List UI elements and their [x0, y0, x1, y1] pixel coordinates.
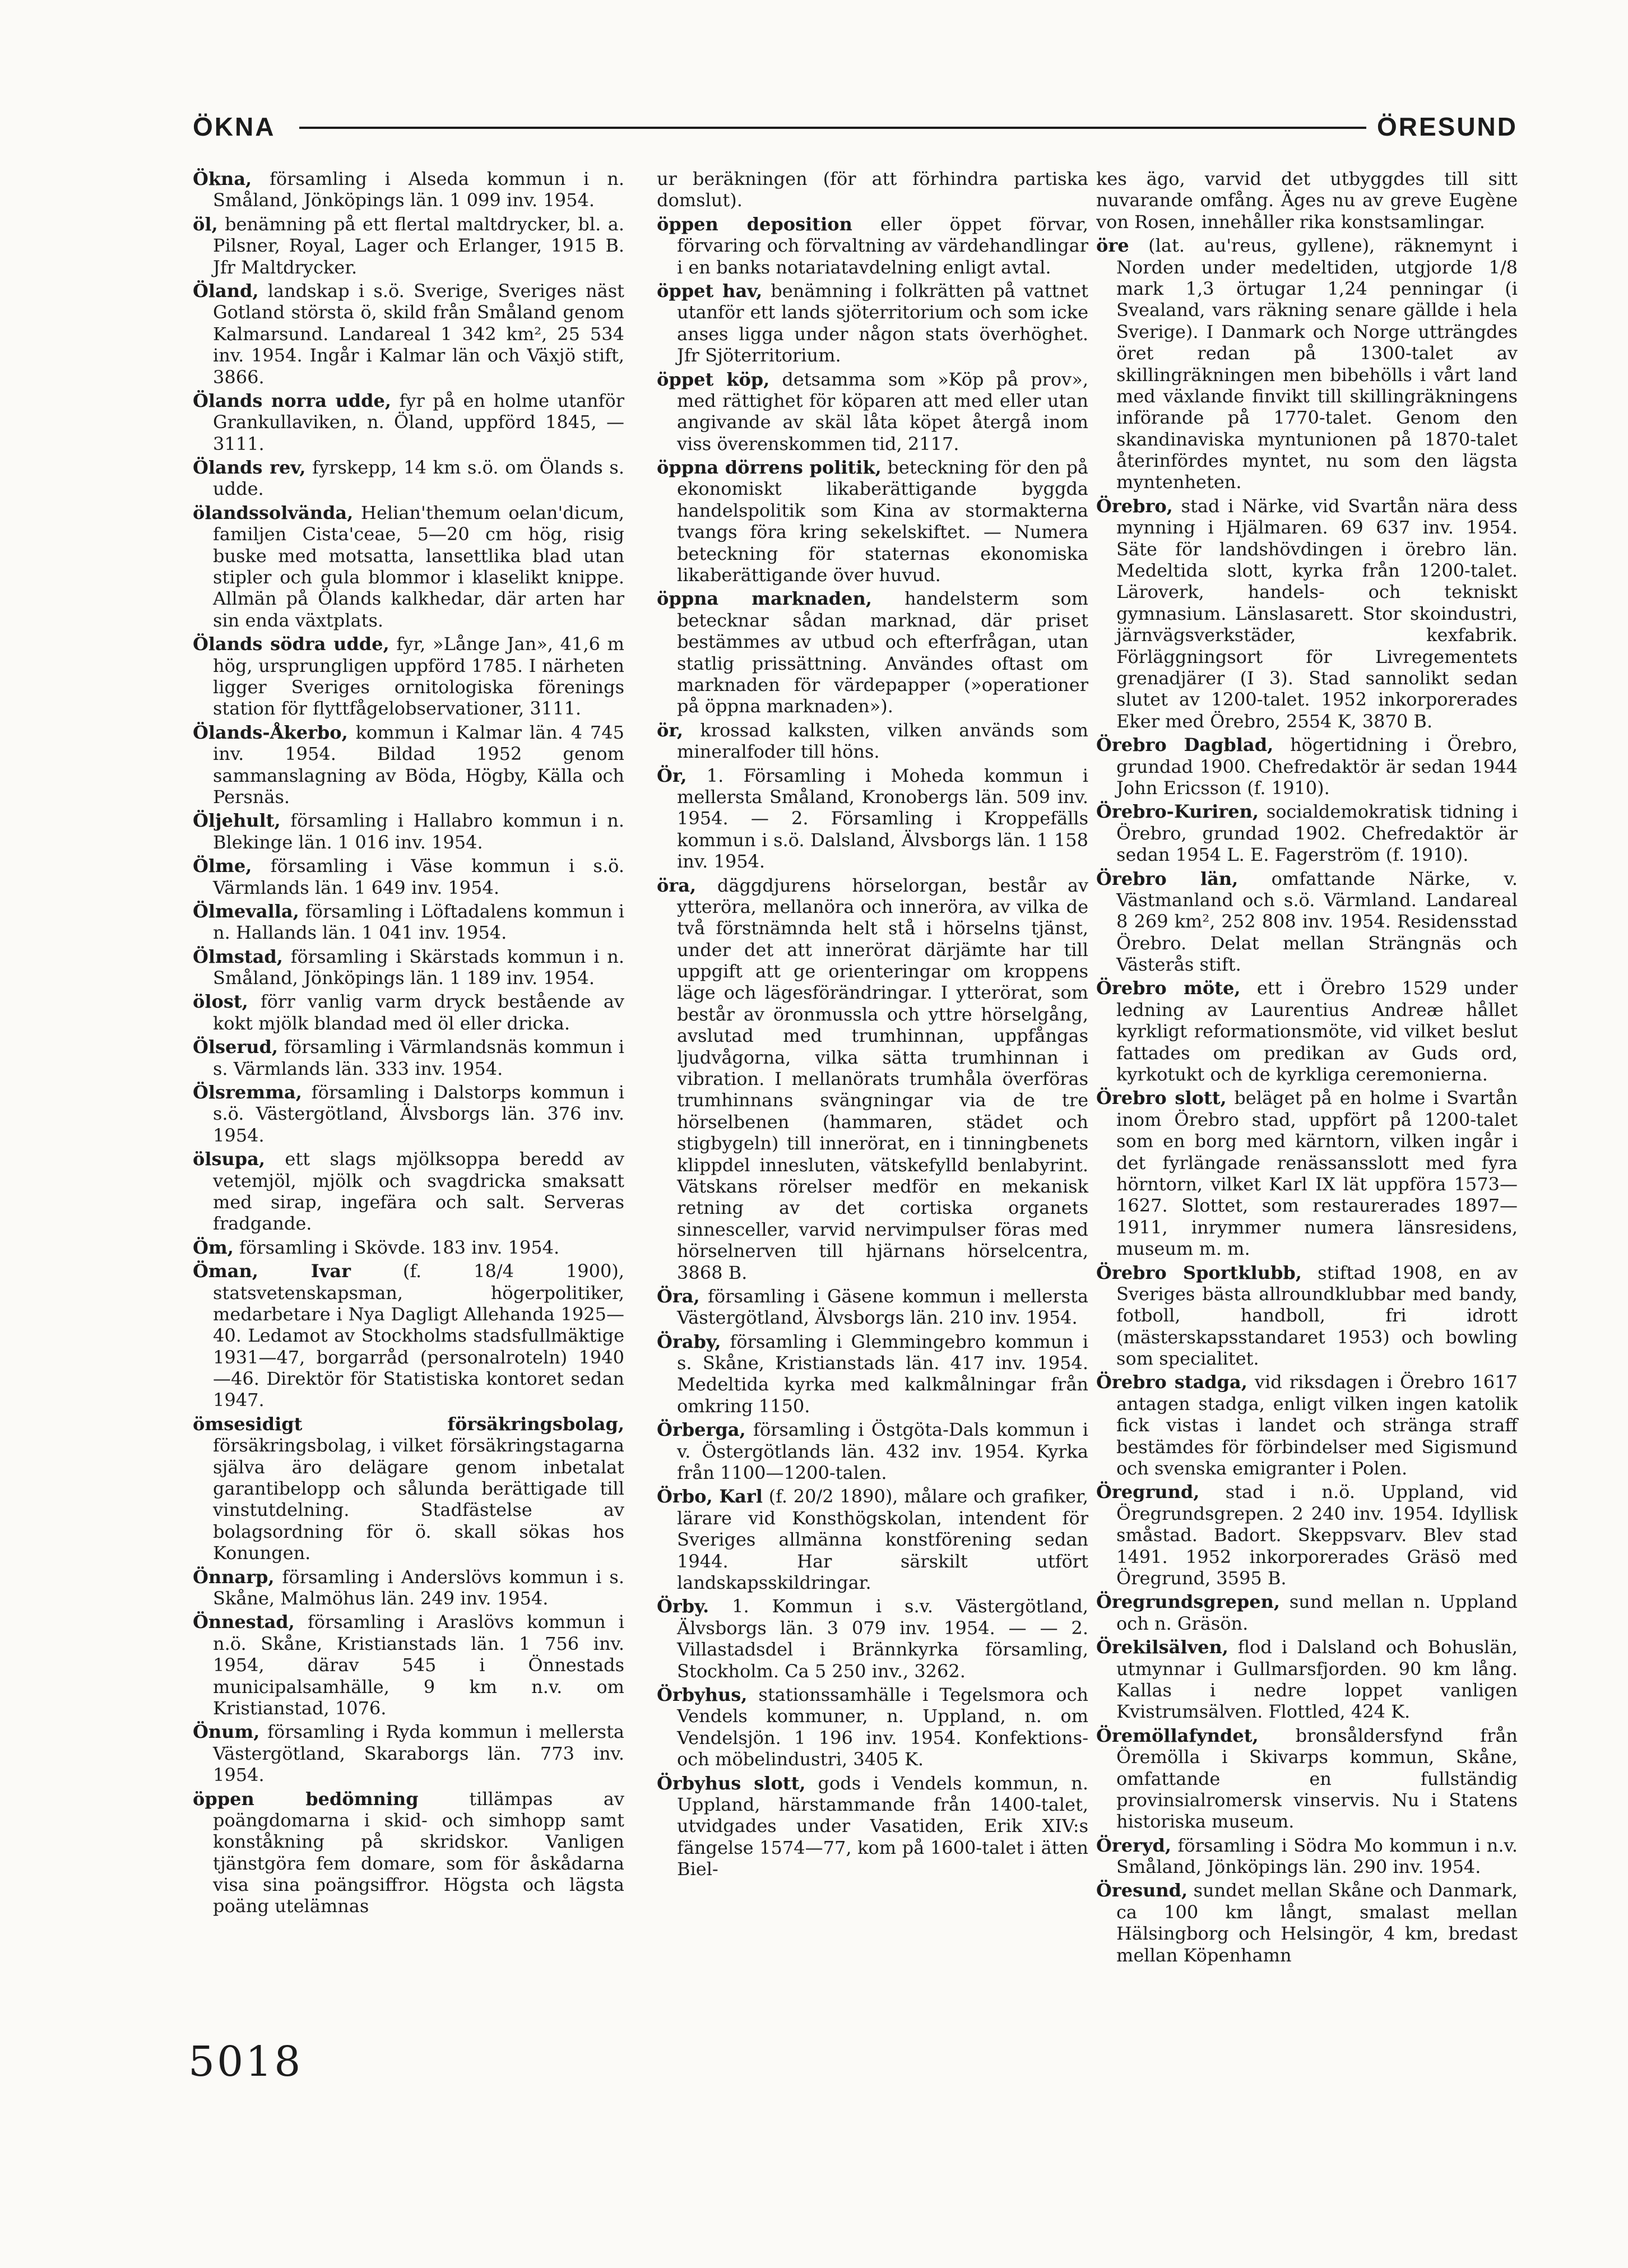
entry-text: kommun i Kalmar län. 4 745 inv. 1954. Bildad 1952 genom sammanslagning av Böda, Högby, Källa och Persnäs.: [213, 721, 624, 808]
entry-text: församling i Löftadalens kommun i n. Hallands län. 1 041 inv. 1954.: [213, 900, 624, 944]
entry-headword: Önnarp,: [193, 1566, 275, 1588]
entry-text: församling i Hallabro kommun i n. Blekinge län. 1 016 inv. 1954.: [213, 810, 624, 853]
entry-text: högertidning i Örebro, grundad 1900. Chefredaktör är sedan 1944 John Ericsson (f. 1910).: [1116, 734, 1518, 799]
entry-text: (f. 18/4 1900), statsvetenskapsman, högerpolitiker, medarbetare i Nya Dagligt Allehanda 1925—40. Ledamot av Stockholms stadsfullmäktige 1931—47, borgarråd (personalroteln) 1940—46. Direktör för Statistiska kontoret sedan 1947.: [213, 1260, 624, 1411]
entry-text: församling i Glemmingebro kommun i s. Skåne, Kristianstads län. 417 inv. 1954. Medeltida kyrka med kalkmålningar från omkring 1150.: [677, 1330, 1088, 1417]
entry-text: 1. Församling i Moheda kommun i mellersta Småland, Kronobergs län. 509 inv. 1954. — 2. Församling i Kroppefälls kommun i s.ö. Dalsland, Älvsborgs län. 1 158 inv. 1954.: [677, 764, 1088, 873]
dictionary-entry: [657, 765, 1088, 873]
entry-text: omfattande Närke, v. Västmanland och s.ö. Värmland. Landareal 8 269 km², 252 808 inv. 1954. Residensstad Örebro. Delat mellan Strängnäs och Västerås stift.: [1116, 868, 1518, 976]
entry-text: eller öppet förvar, förvaring och förvaltning av värdehandlingar i en banks notariatavdelning enligt avtal.: [677, 213, 1089, 278]
entry-headword: öppen deposition: [657, 213, 852, 235]
dictionary-entry: [1096, 235, 1518, 493]
entry-text: Helian'themum oelan'dicum, familjen Cista'ceae, 5—20 cm hög, risig buske med motsatta, lansettlika blad utan stipler och gula blommor i klaselikt knippe. Allmän på Ölands kalkhedar, där arten har sin enda växtplats.: [213, 502, 624, 631]
entry-headword: Örbo, Karl: [657, 1486, 763, 1508]
dictionary-entry: [657, 1486, 1088, 1593]
entry-text: församling i Väse kommun i s.ö. Värmlands län. 1 649 inv. 1954.: [213, 855, 624, 898]
entry-headword: Ör,: [657, 764, 687, 786]
entry-text: församling i Alseda kommun i n. Småland, Jönköpings län. 1 099 inv. 1954.: [213, 168, 624, 211]
entry-text: ett slags mjölksoppa beredd av vetemjöl, mjölk och svagdricka smaksatt med sirap, ingefära och salt. Serveras fradgande.: [213, 1148, 624, 1235]
dictionary-entry: [1096, 1835, 1518, 1878]
dictionary-entry: [193, 1566, 624, 1610]
entry-headword: Ölands rev,: [193, 457, 306, 479]
dictionary-entry: [657, 1773, 1088, 1880]
entry-headword: Öremöllafyndet,: [1096, 1724, 1259, 1746]
entry-text: 1. Kommun i s.v. Västergötland, Älvsborgs län. 3 079 inv. 1954. — — 2. Villastadsdel i Brännkyrka församling, Stockholm. Ca 5 250 inv., 3262.: [677, 1596, 1088, 1682]
entry-headword: Öra,: [657, 1285, 700, 1307]
dictionary-entry: [1096, 868, 1518, 976]
dictionary-entry: [1096, 1880, 1518, 1966]
entry-headword: Örebro Sportklubb,: [1096, 1261, 1302, 1283]
dictionary-entry: [193, 502, 624, 631]
entry-text: fyrskepp, 14 km s.ö. om Ölands s. udde.: [213, 457, 625, 500]
dictionary-entry: [657, 168, 1088, 211]
entry-text: tillämpas av poängdomarna i skid- och simhopp samt konståkning på skridskor. Vanligen tjänstgöra fem domare, som för åskådarna visa sina poängsiffror. Högsta och lägsta poäng utelämnas: [213, 1788, 625, 1917]
dictionary-entry: [193, 1788, 624, 1917]
entry-text: krossad kalksten, vilken används som mineralfoder till höns.: [677, 719, 1088, 763]
dictionary-entry: [657, 1331, 1088, 1417]
header-rule: [299, 127, 1366, 129]
entry-text: stiftad 1908, en av Sveriges bästa allroundklubbar med bandy, fotboll, handboll, fri idrott (mästerskapsstandaret 1953) och bowling som specialitet.: [1116, 1261, 1518, 1370]
dictionary-entry: [1096, 1087, 1518, 1259]
dictionary-entry: [1096, 1481, 1518, 1589]
entry-headword: Örebro stadga,: [1096, 1371, 1247, 1393]
dictionary-entry: [193, 722, 624, 808]
dictionary-entry: [1096, 168, 1518, 233]
entry-text: stad i Närke, vid Svartån nära dess mynning i Hjälmaren. 69 637 inv. 1954. Säte för landshövdingen i örebro län. Medeltida slott, kyrka från 1200-talet. Läroverk, handels- och tekniskt gymnasium. Länslasarett. Stor skoindustri, järnvägsverkstäder, kexfabrik. Förläggningsort för Livregementets grenadjärer (I 3). Stad sannolikt sedan slutet av 1200-talet. 1952 inkorporerades Eker med Örebro, 2554 K, 3870 B.: [1116, 495, 1518, 732]
dictionary-entry: [1096, 495, 1518, 732]
entry-headword: Öregrund,: [1096, 1481, 1200, 1503]
entry-headword: Ölands norra udde,: [193, 389, 392, 411]
entry-text: handelsterm som betecknar sådan marknad, där priset bestämmes av utbud och efterfrågan, utan statlig prissättning. Användes oftast om marknaden för värdepapper (»operationer på öppna marknaden»).: [677, 588, 1088, 717]
entry-headword: Öraby,: [657, 1330, 721, 1352]
entry-text: ur beräkningen (för att förhindra partiska domslut).: [657, 168, 1088, 211]
entry-text: stationssamhälle i Tegelsmora och Vendels kommuner, n. Uppland, n. om Vendelsjön. 1 196 inv. 1954. Konfektions- och möbelindustri, 3405 K.: [677, 1683, 1088, 1770]
entry-text: församling i Anderslövs kommun i s. Skåne, Malmöhus län. 249 inv. 1954.: [213, 1566, 624, 1609]
dictionary-entry: [657, 1419, 1088, 1483]
dictionary-entry: [193, 991, 624, 1034]
entry-headword: Öm,: [193, 1236, 234, 1258]
dictionary-entry: [193, 457, 624, 500]
dictionary-entry: [193, 1082, 624, 1146]
dictionary-entry: [657, 457, 1088, 586]
entry-headword: öppet hav,: [657, 280, 763, 302]
entry-text: församling i Skärstads kommun i n. Småland, Jönköpings län. 1 189 inv. 1954.: [213, 945, 624, 989]
page-number: 5018: [188, 2038, 303, 2086]
dictionary-entry: [1096, 1725, 1518, 1833]
dictionary-entry: [657, 1596, 1088, 1682]
running-header: [193, 110, 1518, 143]
dictionary-entry: [193, 633, 624, 720]
entry-text: församling i Ryda kommun i mellersta Västergötland, Skaraborgs län. 773 inv. 1954.: [213, 1721, 624, 1786]
entry-headword: Örebro möte,: [1096, 977, 1241, 999]
entry-headword: öppna marknaden,: [657, 588, 872, 610]
entry-headword: Örebro-Kuriren,: [1096, 801, 1259, 823]
entry-headword: öl,: [193, 213, 218, 235]
entry-text: detsamma som »Köp på prov», med rättighet för köparen att med eller utan angivande av skäl låta köpet återgå inom viss överenskommen tid, 2117.: [677, 368, 1088, 454]
dictionary-entry: [657, 588, 1088, 717]
header-left-word: ÖKNA: [193, 112, 276, 141]
dictionary-entry: [657, 369, 1088, 455]
entry-text: sundet mellan Skåne och Danmark, ca 100 km långt, smalast mellan Hälsingborg och Helsingör, 4 km, bredast mellan Köpenhamn: [1116, 1880, 1518, 1966]
entry-headword: ölsupa,: [193, 1148, 266, 1170]
entry-headword: Örebro Dagblad,: [1096, 734, 1274, 756]
entry-headword: Örebro län,: [1096, 868, 1239, 889]
entry-headword: Örebro,: [1096, 495, 1173, 517]
column-2: [657, 168, 1088, 1882]
dictionary-entry: [657, 214, 1088, 278]
entry-text: flod i Dalsland och Bohuslän, utmynnar i Gullmarsfjorden. 90 km lång. Kallas i nedre loppet vanligen Kvistrumsälven. Flottled, 424 K.: [1116, 1636, 1518, 1723]
dictionary-entry: [1096, 1591, 1518, 1634]
dictionary-entry: [193, 1260, 624, 1411]
entry-headword: Ölme,: [193, 855, 252, 877]
dictionary-entry: [1096, 1371, 1518, 1479]
entry-headword: ömsesidigt försäkringsbolag,: [193, 1413, 624, 1435]
entry-headword: Öreryd,: [1096, 1834, 1172, 1856]
entry-text: stad i n.ö. Uppland, vid Öregrundsgrepen. 2 240 inv. 1954. Idyllisk småstad. Badort. Skeppsvarv. Blev stad 1491. 1952 inkorporerades Gräsö med Öregrund, 3595 B.: [1116, 1481, 1518, 1589]
entry-headword: ölost,: [193, 991, 248, 1013]
dictionary-entry: [193, 1148, 624, 1235]
entry-text: landskap i s.ö. Sverige, Sveriges näst Gotland största ö, skild från Småland genom Kalmarsund. Landareal 1 342 km², 25 534 inv. 1954. Ingår i Kalmar län och Växjö stift, 3866.: [213, 280, 624, 388]
entry-headword: Örbyhus slott,: [657, 1772, 806, 1794]
entry-text: församling i Dalstorps kommun i s.ö. Västergötland, Älvsborgs län. 376 inv. 1954.: [213, 1082, 624, 1146]
dictionary-entry: [193, 1036, 624, 1079]
entry-text: beläget på en holme i Svartån inom Örebro stad, uppfört på 1200-talet som en borg med kärntorn, vilken ingår i det fyrlängade renässansslott med fyra hörntorn, vilket Karl IX lät uppföra 1573—1627. Slottet, som restaurerades 1897—1911, inrymmer numera länsresidens, museum m. m.: [1116, 1087, 1518, 1260]
entry-headword: ölandssolvända,: [193, 502, 354, 523]
dictionary-entry: [657, 280, 1088, 367]
entry-headword: ör,: [657, 719, 684, 741]
entry-headword: Örekilsälven,: [1096, 1636, 1228, 1658]
entry-headword: öppen bedömning: [193, 1788, 419, 1810]
dictionary-entry: [193, 168, 624, 211]
entry-text: benämning i folkrätten på vattnet utanför ett lands sjöterritorium och som icke anses ligga under någon stats överhöghet. Jfr Sjöterritorium.: [677, 280, 1089, 367]
entry-headword: Örebro slott,: [1096, 1087, 1227, 1109]
column-1: [193, 168, 624, 1919]
dictionary-entry: [193, 901, 624, 944]
entry-headword: Önnestad,: [193, 1611, 295, 1633]
entry-text: kes ägo, varvid det utbyggdes till sitt nuvarande omfång. Äges nu av greve Eugène von Rosen, innehåller rika konstsamlingar.: [1096, 168, 1518, 233]
entry-text: församling i Värmlandsnäs kommun i s. Värmlands län. 333 inv. 1954.: [213, 1036, 624, 1079]
entry-headword: öra,: [657, 874, 697, 896]
dictionary-entry: [657, 875, 1088, 1283]
entry-text: förr vanlig varm dryck bestående av kokt mjölk blandad med öl eller dricka.: [213, 991, 624, 1034]
entry-text: fyr på en holme utanför Grankullaviken, n. Öland, uppförd 1845, — 3111.: [213, 389, 625, 454]
dictionary-entry: [193, 855, 624, 898]
entry-headword: Ölsremma,: [193, 1082, 302, 1103]
dictionary-entry: [193, 280, 624, 388]
entry-headword: Ölmevalla,: [193, 900, 299, 922]
dictionary-entry: [193, 1237, 624, 1258]
entry-text: benämning på ett flertal maltdrycker, bl. a. Pilsner, Royal, Lager och Erlanger, 1915 B. Jfr Maltdrycker.: [213, 213, 624, 278]
dictionary-entry: [193, 1611, 624, 1719]
entry-headword: Ölmstad,: [193, 945, 283, 967]
dictionary-entry: [657, 720, 1088, 763]
entry-text: församling i Gäsene kommun i mellersta Västergötland, Älvsborgs län. 210 inv. 1954.: [677, 1285, 1088, 1329]
entry-text: församling i Östgöta-Dals kommun i v. Östergötlands län. 432 inv. 1954. Kyrka från 1100—1200-talen.: [677, 1419, 1088, 1484]
header-right-word: ÖRESUND: [1376, 112, 1518, 141]
dictionary-entry: [193, 214, 624, 278]
entry-text: ett i Örebro 1529 under ledning av Laurentius Andreæ hållet kyrkligt reformationsmöte, vid vilket beslut fattades om predikan av Guds ord, kyrkotukt och de kyrkliga ceremonierna.: [1116, 977, 1518, 1086]
entry-headword: Ölands södra udde,: [193, 633, 389, 655]
entry-text: (f. 20/2 1890), målare och grafiker, lärare vid Konsthögskolan, intendent för Sveriges allmänna konstförening sedan 1944. Har särskilt utfört landskapsskildringar.: [677, 1486, 1089, 1593]
column-3: [1096, 168, 1518, 1968]
entry-text: försäkringsbolag, i vilket försäkringstagarna själva äro delägare genom inbetalat garantibelopp och sålunda berättigade till vinstutdelning. Stadfästelse av bolagsordning för ö. skall sökas hos Konungen.: [213, 1435, 624, 1564]
entry-headword: öre: [1096, 235, 1129, 257]
entry-text: fyr, »Långe Jan», 41,6 m hög, ursprungligen uppförd 1785. I närheten ligger Sveriges ornitologiska förenings station för flyttfågelobservationer, 3111.: [213, 633, 625, 720]
entry-headword: Ölserud,: [193, 1036, 279, 1058]
entry-headword: Örbyhus,: [657, 1683, 748, 1705]
entry-text: församling i Södra Mo kommun i n.v. Småland, Jönköpings län. 290 inv. 1954.: [1116, 1834, 1518, 1878]
dictionary-entry: [193, 946, 624, 989]
dictionary-entry: [193, 1721, 624, 1785]
entry-text: beteckning för den på ekonomiskt likaberättigande byggda handelspolitik som Kina av stormakterna tvangs föra kring sekelskiftet. — Numera beteckning för staternas ekonomiska likaberättigande över huvud.: [677, 457, 1089, 586]
entry-text: vid riksdagen i Örebro 1617 antagen stadga, enligt vilken ingen katolik fick vistas i landet och stränga straff bestämdes för förbindelser med Sigismund och svenska emigranter i Polen.: [1116, 1371, 1518, 1479]
entry-text: sund mellan n. Uppland och n. Gräsön.: [1116, 1591, 1518, 1634]
entry-headword: Örby.: [657, 1596, 709, 1617]
entry-text: bronsåldersfynd från Öremölla i Skivarps kommun, Skåne, omfattande en fullständig provinsialromersk vinservis. Nu i Statens historiska museum.: [1116, 1724, 1518, 1833]
entry-text: socialdemokratisk tidning i Örebro, grundad 1902. Chefredaktör är sedan 1954 L. E. Fagerström (f. 1910).: [1116, 801, 1518, 866]
entry-headword: Ölands-Åkerbo,: [193, 721, 348, 743]
dictionary-entry: [1096, 734, 1518, 799]
entry-text: församling i Araslövs kommun i n.ö. Skåne, Kristianstads län. 1 756 inv. 1954, därav 545 i Önnestads municipalsamhälle, 9 km n.v. om Kristianstad, 1076.: [213, 1611, 624, 1719]
entry-headword: Önum,: [193, 1721, 260, 1743]
entry-headword: Örberga,: [657, 1419, 746, 1441]
entry-headword: Öregrundsgrepen,: [1096, 1591, 1280, 1613]
entry-text: församling i Skövde. 183 inv. 1954.: [233, 1236, 560, 1258]
dictionary-entry: [193, 390, 624, 454]
entry-headword: Öman, Ivar: [193, 1260, 351, 1282]
entry-text: gods i Vendels kommun, n. Uppland, härstammande från 1400-talet, utvidgades under Vasatiden, Erik XIV:s fängelse 1574—77, kom på 1600-talet i ätten Biel-: [677, 1772, 1089, 1880]
entry-headword: Ökna,: [193, 168, 252, 189]
dictionary-entry: [1096, 801, 1518, 865]
dictionary-entry: [1096, 1636, 1518, 1723]
entry-text: däggdjurens hörselorgan, består av ytteröra, mellanöra och inneröra, av vilka de två förstnämnda helt stå i hörselns tjänst, under det att innerörat därjämte har till uppgift att ge orienteringar om kroppens läge och lägesförändringar. I ytterörat, som består av öronmussla och yttre hörselgång, avslutad med trumhinnan, uppfångas ljudvågorna, vilka sätta trumhinnan i vibration. I mellanörats trumhåla överföras trumhinnans svängningar via de tre hörselbenen (hammaren, städet och stigbygeln) till innerörat, en i tinningbenets klippdel innesluten, vätskefylld benlabyrint. Vätskans rörelser medför en mekanisk retning av det cortiska organets sinnesceller, varvid nervimpulser föras med hörselnerven till hjärnans hörselcentra, 3868 B.: [677, 874, 1088, 1283]
dictionary-entry: [193, 810, 624, 853]
dictionary-entry: [1096, 977, 1518, 1085]
dictionary-entry: [1096, 1262, 1518, 1370]
entry-headword: Öresund,: [1096, 1880, 1188, 1901]
entry-headword: Öljehult,: [193, 810, 281, 832]
dictionary-entry: [657, 1286, 1088, 1329]
entry-headword: öppna dörrens politik,: [657, 457, 882, 479]
dictionary-entry: [657, 1684, 1088, 1770]
entry-headword: öppet köp,: [657, 368, 770, 390]
entry-headword: Öland,: [193, 280, 259, 302]
dictionary-entry: [193, 1413, 624, 1564]
entry-text: (lat. au'reus, gyllene), räknemynt i Norden under medeltiden, utgjorde 1/8 mark 1,3 örtugar 1,24 penningar (i Svealand, vars räkning senare gällde i hela Sverige). I Danmark och Norge utträngdes öret redan på 1300-talet av skillingräkningen men bibehölls i vårt land med växlande finvikt till skillingräkningens införande på 1770-talet. Genom den skandinaviska myntunionen på 1870-talet återinfördes myntet, nu som den lägsta myntenheten.: [1116, 235, 1518, 493]
